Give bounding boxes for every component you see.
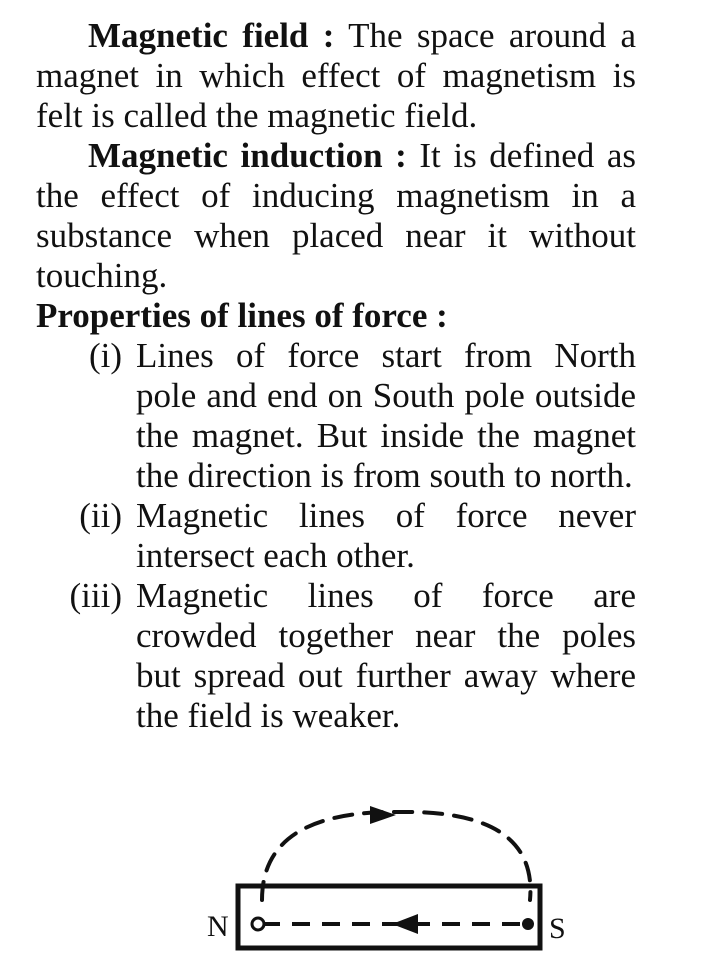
magnetic-field-paragraph xyxy=(36,16,636,136)
property-item xyxy=(36,336,636,496)
north-label: N xyxy=(207,910,229,943)
property-text: Lines of force start from North pole and end on South pole outside the magnet. But inside the magnet the direction is from south to north. xyxy=(136,336,636,495)
magnetic-induction-paragraph xyxy=(36,136,636,296)
south-pole-dot xyxy=(522,918,534,930)
document-page xyxy=(36,16,636,736)
north-pole-dot xyxy=(252,918,264,930)
bar-magnet-figure xyxy=(0,800,718,964)
properties-heading: Properties of lines of force : xyxy=(36,296,448,335)
inner-arrow-icon xyxy=(392,914,418,934)
magnetic-field-definition: The space around a magnet in which effect of magnetism is felt is called the magnetic field. xyxy=(36,16,636,135)
property-number: (i) xyxy=(88,336,122,375)
magnetic-field-term: Magnetic field : xyxy=(88,16,335,55)
magnetic-induction-term: Magnetic induction : xyxy=(88,136,407,175)
magnetic-induction-definition: It is defined as the effect of inducing magnetism in a substance when placed near it without touching. xyxy=(36,136,636,295)
property-item xyxy=(36,496,636,576)
property-item xyxy=(36,576,636,736)
property-text: Magnetic lines of force are crowded together near the poles but spread out further away where the field is weaker. xyxy=(136,576,636,735)
property-number: (iii) xyxy=(69,576,122,615)
magnet-body xyxy=(238,886,540,948)
bar-magnet-diagram xyxy=(0,800,718,964)
south-label: S xyxy=(549,912,566,945)
outer-arrow-icon xyxy=(370,806,396,824)
property-text: Magnetic lines of force never intersect each other. xyxy=(136,496,636,575)
property-number: (ii) xyxy=(79,496,122,535)
